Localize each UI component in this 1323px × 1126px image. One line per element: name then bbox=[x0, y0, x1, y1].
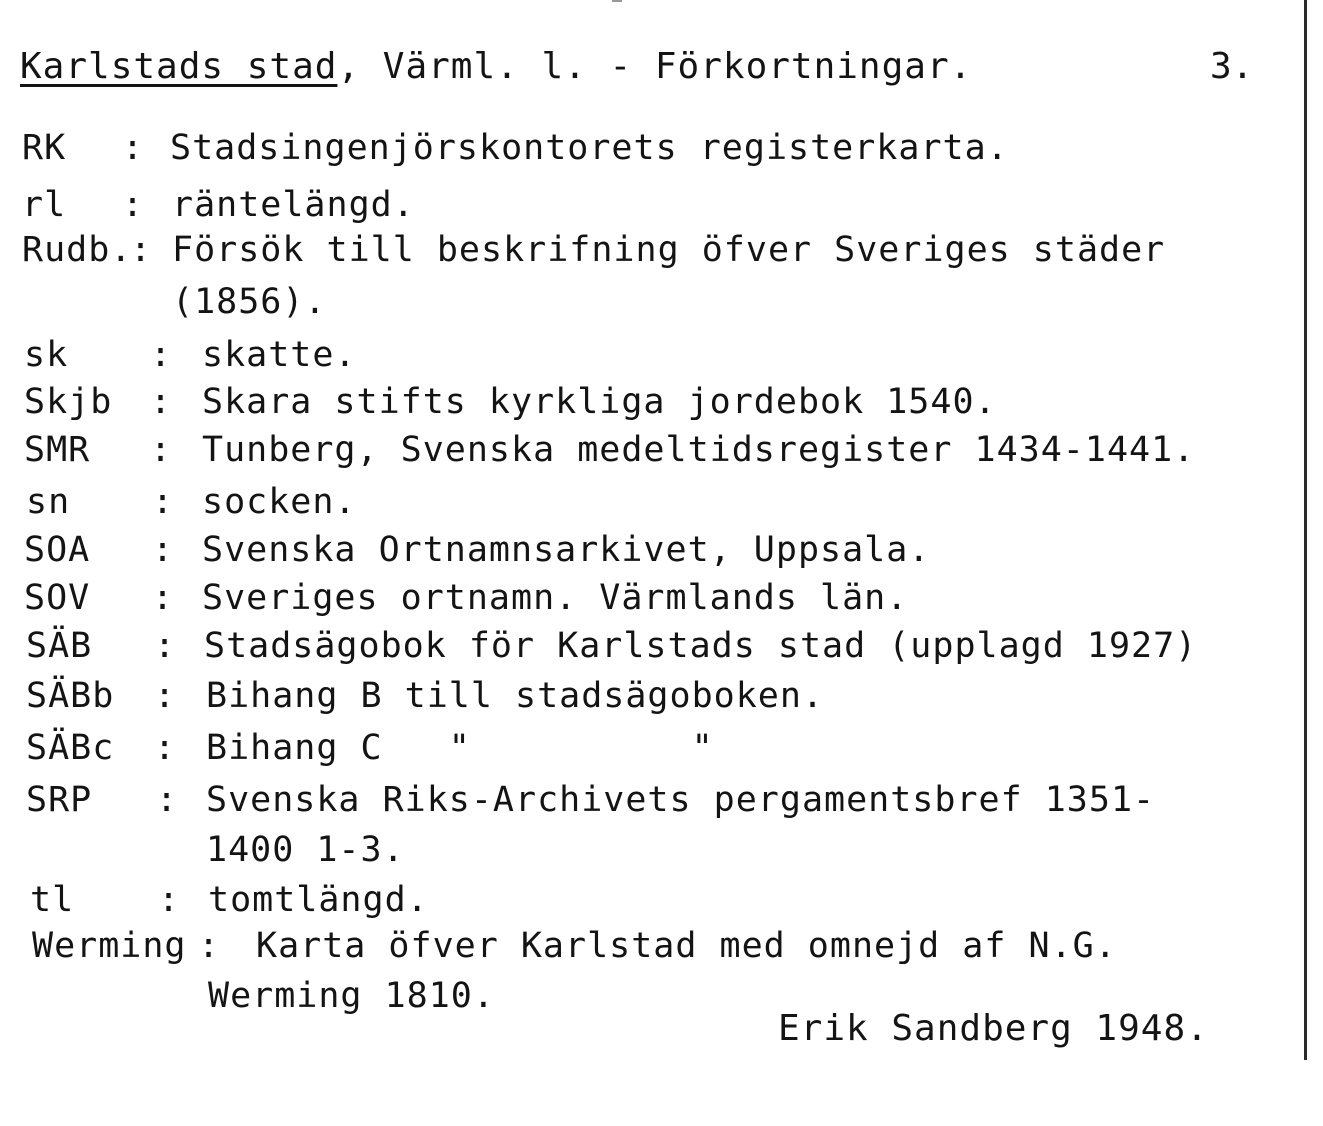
heading-rest: , Värml. l. - Förkortningar. bbox=[337, 46, 973, 87]
entry-abbr: sn bbox=[26, 482, 71, 522]
entry-abbr: SOV bbox=[24, 578, 91, 618]
entry-colon: : bbox=[154, 728, 177, 768]
entry-definition: Tunberg, Svenska medeltidsregister 1434-1441. bbox=[202, 430, 1196, 470]
entry-definition: räntelängd. bbox=[172, 185, 415, 225]
entry-definition: Svenska Riks-Archivets pergamentsbref 1351- bbox=[206, 780, 1156, 820]
entry-definition: Karta öfver Karlstad med omnejd af N.G. bbox=[256, 926, 1117, 966]
entry-colon: : bbox=[152, 578, 175, 618]
entry-colon: : bbox=[150, 430, 173, 470]
card-heading bbox=[20, 46, 972, 87]
entry-colon: : bbox=[154, 626, 177, 666]
entry-abbr: SÄBb bbox=[26, 676, 115, 716]
entry-definition: Stadsingenjörskontorets registerkarta. bbox=[170, 128, 1009, 168]
entry-abbr: RK bbox=[22, 128, 67, 168]
entry-colon: : bbox=[130, 230, 153, 270]
entry-colon: : bbox=[122, 185, 145, 225]
entry-continuation: (1856). bbox=[172, 282, 327, 322]
entry-definition: skatte. bbox=[202, 335, 357, 375]
heading-place: Karlstads stad bbox=[20, 46, 338, 87]
entry-colon: : bbox=[152, 482, 175, 522]
entry-definition: Sveriges ortnamn. Värmlands län. bbox=[202, 578, 909, 618]
entry-definition: Stadsägobok för Karlstads stad (upplagd 1927) bbox=[204, 626, 1198, 666]
entry-definition: Svenska Ortnamnsarkivet, Uppsala. bbox=[202, 530, 931, 570]
entry-continuation: 1400 1-3. bbox=[206, 830, 405, 870]
entry-abbr: SÄB bbox=[26, 626, 93, 666]
entry-abbr: sk bbox=[24, 335, 69, 375]
entry-definition: socken. bbox=[202, 482, 357, 522]
entry-colon: : bbox=[198, 926, 221, 966]
entry-colon: : bbox=[152, 530, 175, 570]
entry-abbr: tl bbox=[30, 880, 75, 920]
entry-colon: : bbox=[158, 880, 181, 920]
entry-definition: tomtlängd. bbox=[208, 880, 429, 920]
entry-abbr: SÄBc bbox=[26, 728, 115, 768]
entry-colon: : bbox=[122, 128, 145, 168]
entry-definition: Bihang C " " bbox=[206, 728, 714, 768]
entry-abbr: Skjb bbox=[24, 382, 113, 422]
entry-definition: Försök till beskrifning öfver Sveriges städer bbox=[172, 230, 1166, 270]
entry-definition: Bihang B till stadsägoboken. bbox=[206, 676, 825, 716]
entry-colon: : bbox=[156, 780, 179, 820]
page-number: 3. bbox=[1210, 46, 1254, 87]
entry-abbr: SMR bbox=[24, 430, 91, 470]
signature: Erik Sandberg 1948. bbox=[778, 1008, 1209, 1049]
entry-abbr: SOA bbox=[24, 530, 91, 570]
entry-continuation: Werming 1810. bbox=[208, 976, 495, 1016]
entry-definition: Skara stifts kyrkliga jordebok 1540. bbox=[202, 382, 997, 422]
entry-abbr: Werming bbox=[32, 926, 187, 966]
entry-colon: : bbox=[154, 676, 177, 716]
entry-abbr: rl bbox=[22, 185, 67, 225]
entry-colon: : bbox=[150, 335, 173, 375]
entry-abbr: Rudb. bbox=[22, 230, 133, 270]
entry-colon: : bbox=[150, 382, 173, 422]
entry-abbr: SRP bbox=[26, 780, 93, 820]
card-edge-line bbox=[1304, 0, 1307, 1060]
scan-mark bbox=[612, 0, 622, 2]
